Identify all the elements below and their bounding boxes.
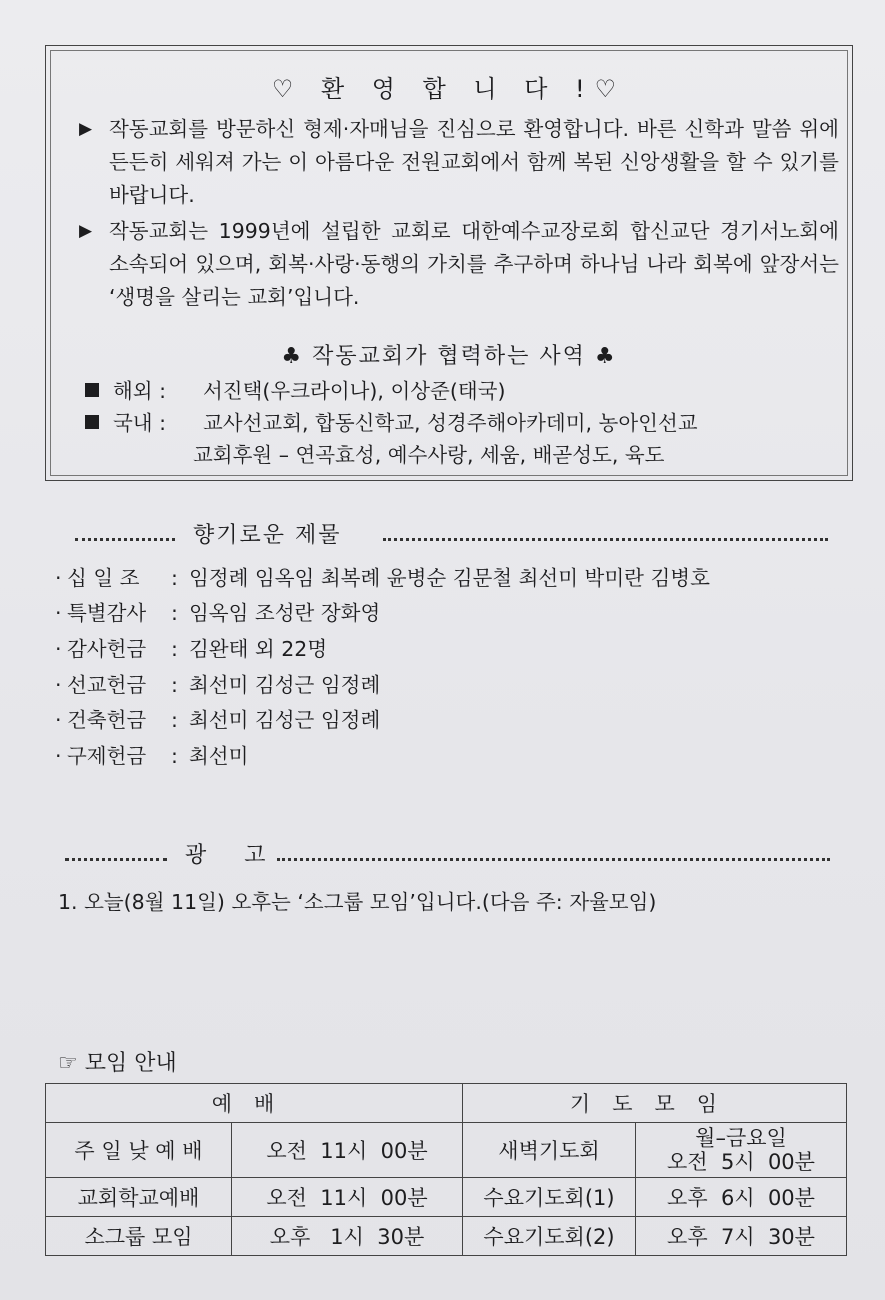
offering-row: · 구제헌금 : 최선미 <box>55 741 248 771</box>
worship-name: 교회학교예배 <box>46 1178 232 1217</box>
offering-row: · 감사헌금 : 김완태 외 22명 <box>55 634 327 664</box>
welcome-inner-border <box>50 50 848 476</box>
prayer-header: 기도모임 <box>463 1084 847 1123</box>
ministry-overseas <box>85 375 505 407</box>
offering-names: 최선미 <box>189 744 249 768</box>
prayer-hour: 오전 5시 00분 <box>667 1150 815 1174</box>
prayer-time: 오후 7시 30분 <box>636 1217 847 1256</box>
ministry-value: 교사선교회, 합동신학교, 성경주해아카데미, 농아인선교 <box>203 411 698 435</box>
square-bullet-icon <box>85 383 99 397</box>
welcome-paragraph <box>79 113 839 212</box>
offerings-title: 향기로운 제물 <box>193 523 342 548</box>
triangle-bullet-icon: ▶ <box>79 119 93 139</box>
offering-label: 구제헌금 <box>67 744 147 768</box>
announcement-item: 1. 오늘(8월 11일) 오후는 ‘소그룹 모임’입니다.(다음 주: 자율모임) <box>58 890 657 914</box>
prayer-time: 오후 6시 00분 <box>636 1178 847 1217</box>
offering-row: · 특별감사 : 임옥임 조성란 장화영 <box>55 598 380 628</box>
prayer-name: 새벽기도회 <box>463 1123 636 1178</box>
offering-names: 김완태 외 22명 <box>189 637 328 661</box>
table-row <box>46 1123 847 1178</box>
welcome-title: ♡ 환 영 합 니 다 !♡ <box>271 75 627 103</box>
dotted-rule <box>383 538 828 541</box>
church-intro-paragraph <box>79 215 839 314</box>
offering-names: 임옥임 조성란 장화영 <box>189 601 381 625</box>
ministry-label: 해외 : <box>113 379 167 403</box>
meetings-table <box>45 1083 847 1256</box>
square-bullet-icon <box>85 415 99 429</box>
announcements-title: 광 고 <box>185 843 268 868</box>
offering-names: 임정례 임옥임 최복례 윤병순 김문철 최선미 박미란 김병호 <box>189 566 710 590</box>
announcements-header <box>65 838 830 870</box>
table-row <box>46 1178 847 1217</box>
worship-name: 주 일 낮 예 배 <box>46 1123 232 1178</box>
welcome-paragraph-text: 작동교회를 방문하신 형제·자매님을 진심으로 환영합니다. 바른 신학과 말씀 위에 든든히 세워져 가는 이 아름다운 전원교회에서 함께 복된 신앙생활을 할 수 있기를 바랍니다. <box>109 117 839 207</box>
offering-label: 특별감사 <box>67 601 147 625</box>
offering-row: · 선교헌금 : 최선미 김성근 임정례 <box>55 670 380 700</box>
ministry-value: 서진택(우크라이나), 이상준(태국) <box>203 379 506 403</box>
church-intro-text: 작동교회는 1999년에 설립한 교회로 대한예수교장로회 합신교단 경기서노회에 소속되어 있으며, 회복·사랑·동행의 가치를 추구하며 하나님 나라 회복에 앞장서는 ‘생명을 살리는 교회’입니다. <box>109 219 839 309</box>
offering-label: 십 일 조 <box>67 566 140 590</box>
dotted-rule <box>65 858 167 861</box>
worship-time: 오전 11시 00분 <box>232 1123 463 1178</box>
table-header-row <box>46 1084 847 1123</box>
welcome-box <box>45 45 853 481</box>
table-row <box>46 1217 847 1256</box>
ministry-domestic-line2 <box>193 439 664 471</box>
offering-names: 최선미 김성근 임정례 <box>189 708 381 732</box>
dotted-rule <box>277 858 830 861</box>
offering-label: 건축헌금 <box>67 708 147 732</box>
offering-label: 감사헌금 <box>67 637 147 661</box>
worship-name: 소그룹 모임 <box>46 1217 232 1256</box>
worship-time: 오후 1시 30분 <box>232 1217 463 1256</box>
prayer-name: 수요기도회(2) <box>463 1217 636 1256</box>
offerings-header <box>65 518 830 550</box>
offering-label: 선교헌금 <box>67 673 147 697</box>
prayer-days: 월–금요일 <box>695 1126 787 1150</box>
offering-row: · 십 일 조 : 임정례 임옥임 최복례 윤병순 김문철 최선미 박미란 김병호 <box>55 563 710 593</box>
ministry-label: 국내 : <box>113 411 167 435</box>
ministry-title: ♣ 작동교회가 협력하는 사역 ♣ <box>281 344 617 369</box>
meetings-title: ☞ 모임 안내 <box>58 1051 177 1076</box>
offering-row: · 건축헌금 : 최선미 김성근 임정례 <box>55 705 380 735</box>
offering-names: 최선미 김성근 임정례 <box>189 673 381 697</box>
ministry-value: 교회후원 – 연곡효성, 예수사랑, 세움, 배곧성도, 육도 <box>193 443 665 467</box>
prayer-name: 수요기도회(1) <box>463 1178 636 1217</box>
ministry-domestic <box>85 407 698 439</box>
prayer-time <box>636 1123 847 1178</box>
worship-header: 예배 <box>46 1084 463 1123</box>
worship-time: 오전 11시 00분 <box>232 1178 463 1217</box>
dotted-rule <box>75 538 175 541</box>
triangle-bullet-icon: ▶ <box>79 221 93 241</box>
